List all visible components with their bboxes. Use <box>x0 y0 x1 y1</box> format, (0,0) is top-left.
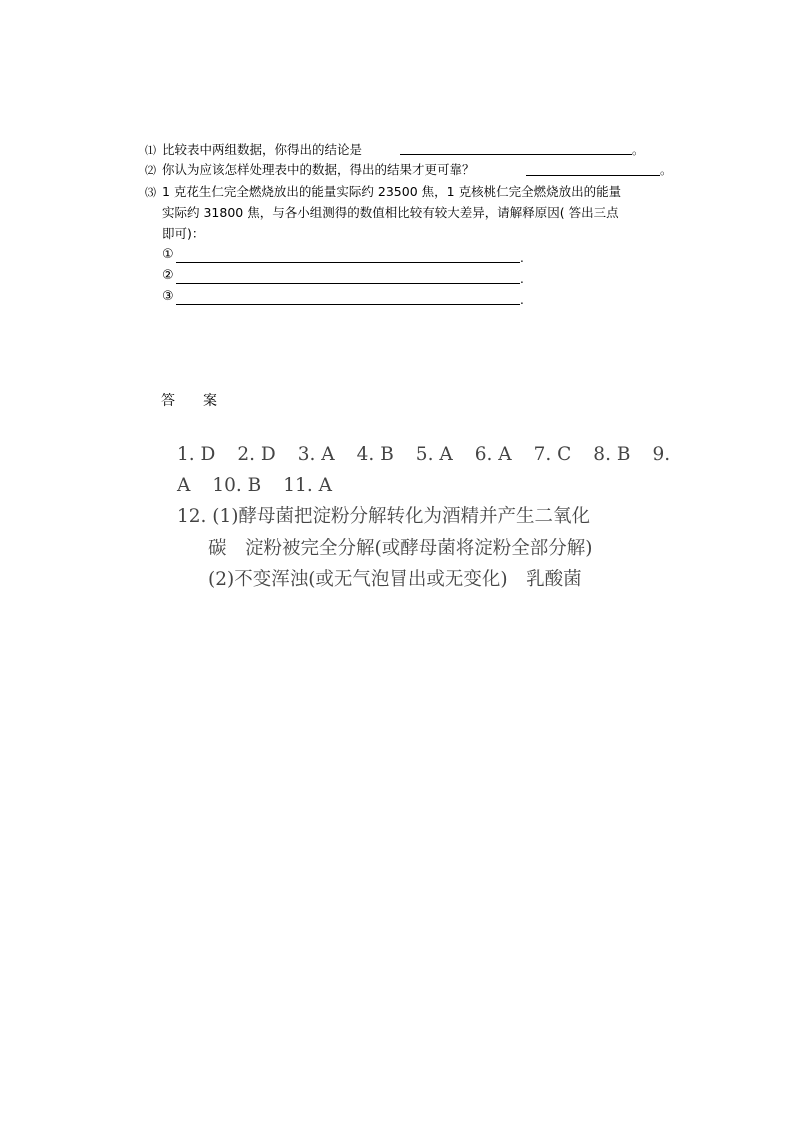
question-2-end: 。 <box>660 163 673 177</box>
question-1-answer-blank[interactable] <box>400 154 632 155</box>
answer-12-line-2: 碳 淀粉被完全分解(或酵母菌将淀粉全部分解) <box>208 538 593 559</box>
question-1-text: 比较表中两组数据，你得出的结论是 <box>162 142 363 157</box>
answer-6: 6. A <box>474 444 512 465</box>
answer-10: 10. B <box>212 475 262 496</box>
answer-item-3-blank[interactable] <box>176 304 520 305</box>
answer-9-number: 9. <box>652 444 671 465</box>
answer-7: 7. C <box>533 444 572 465</box>
question-3-number: ⑶ <box>145 186 156 199</box>
answer-item-2-end: . <box>520 272 524 286</box>
answer-item-2-blank[interactable] <box>176 283 520 284</box>
answer-11: 11. A <box>283 475 332 496</box>
question-1-end: 。 <box>632 143 645 157</box>
answer-heading-b: 案 <box>203 393 217 409</box>
question-2-answer-blank[interactable] <box>526 175 660 176</box>
answer-1: 1. D <box>177 444 216 465</box>
answer-5: 5. A <box>415 444 453 465</box>
answer-2: 2. D <box>237 444 276 465</box>
answer-9: A <box>177 475 191 496</box>
answer-item-3-end: . <box>520 293 524 307</box>
answer-item-1-blank[interactable] <box>176 262 520 263</box>
question-1-number: ⑴ <box>145 144 156 157</box>
answer-item-1-marker: ① <box>162 247 174 262</box>
question-2 <box>145 162 475 178</box>
answer-item-2-marker: ② <box>162 268 174 283</box>
answer-4: 4. B <box>356 444 394 465</box>
question-1 <box>145 142 362 158</box>
question-3-line-2: 实际约 31800 焦，与各小组测得的数值相比较有较大差异，请解释原因( 答出三点 <box>162 205 619 220</box>
question-3-text-1: 1 克花生仁完全燃烧放出的能量实际约 23500 焦，1 克核桃仁完全燃烧放出的能量 <box>162 184 622 199</box>
question-3-line-1 <box>145 184 621 200</box>
answer-row-2 <box>177 475 354 497</box>
answer-12-line-1: 12. (1)酵母菌把淀粉分解转化为酒精并产生二氧化 <box>177 506 591 527</box>
answer-3: 3. A <box>297 444 335 465</box>
answer-heading-a: 答 <box>161 393 175 409</box>
answer-row-1 <box>177 444 670 466</box>
question-3-line-3: 即可)： <box>162 226 205 241</box>
question-2-text: 你认为应该怎样处理表中的数据，得出的结果才更可靠？ <box>162 162 475 177</box>
answer-8: 8. B <box>593 444 631 465</box>
answer-item-3-marker: ③ <box>162 289 174 304</box>
answer-12-line-3: (2)不变浑浊(或无气泡冒出或无变化) 乳酸菌 <box>208 569 582 590</box>
answer-item-1-end: . <box>520 251 524 265</box>
question-2-number: ⑵ <box>145 164 156 177</box>
